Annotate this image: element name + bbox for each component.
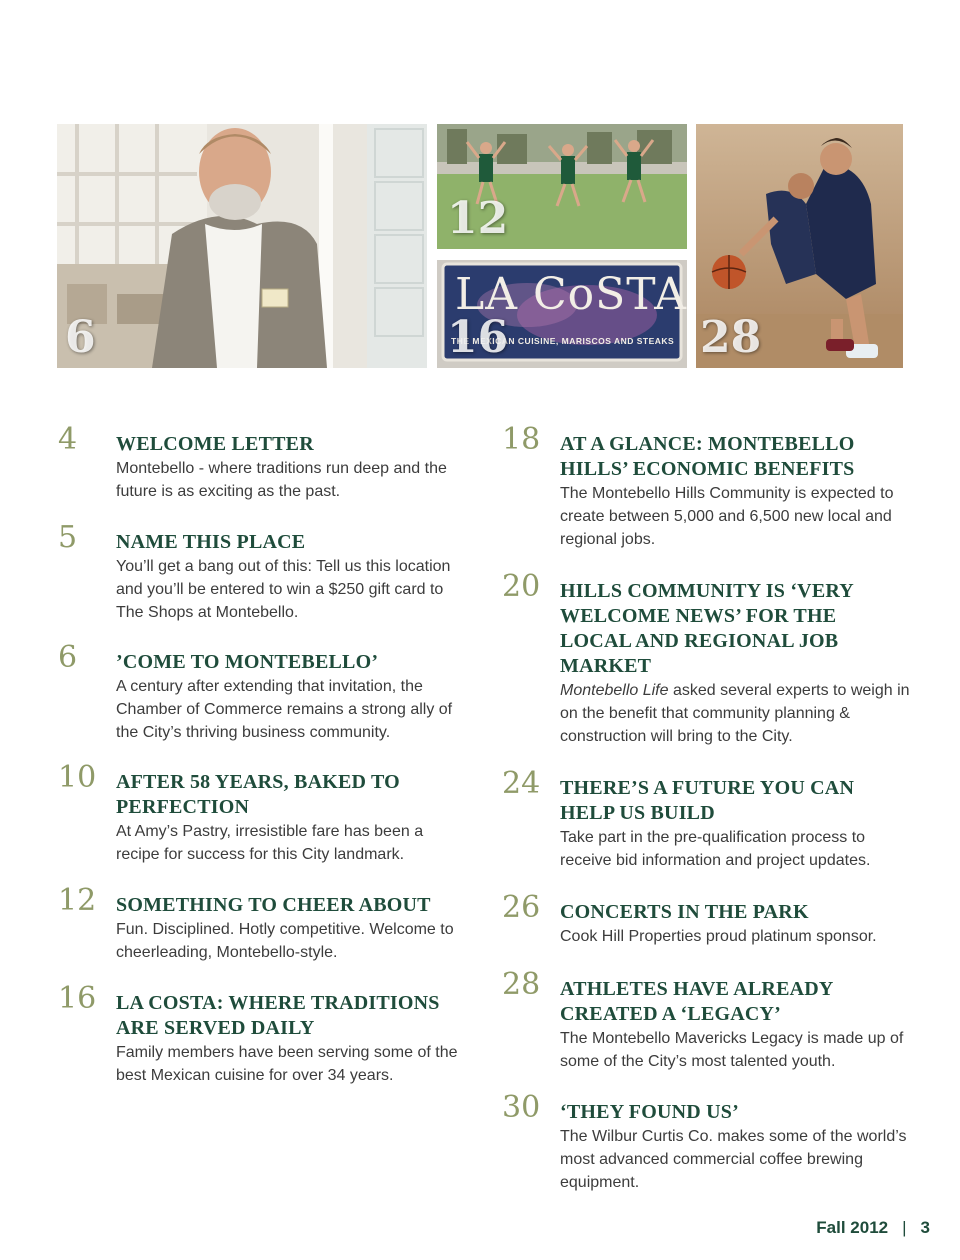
contents-entry[interactable] [502, 766, 912, 872]
entry-title: ’COME TO MONTEBELLO’ [116, 651, 379, 673]
entry-title: NAME THIS PLACE [116, 531, 306, 553]
contents-entry[interactable] [58, 760, 458, 866]
entry-page-number: 18 [502, 422, 541, 457]
entry-page-number: 28 [502, 967, 541, 1002]
contents-entry[interactable] [502, 967, 912, 1073]
photo-basketball [696, 124, 903, 368]
entry-description: The Montebello Mavericks Legacy is made up of some of the City’s most talented youth. [560, 1030, 904, 1070]
issue-label: Fall 2012 [816, 1218, 889, 1237]
entry-page-number: 30 [502, 1090, 541, 1125]
entry-description: Family members have been serving some of the best Mexican cuisine for over 34 years. [116, 1044, 458, 1084]
contents-entry[interactable] [502, 890, 912, 948]
entry-description: The Montebello Hills Community is expected to create between 5,000 and 6,500 new local and regional jobs. [560, 485, 894, 548]
entry-title: SOMETHING TO CHEER ABOUT [116, 894, 431, 916]
entry-title: WELCOME LETTER [116, 433, 314, 455]
entry-title: ATHLETES HAVE ALREADY CREATED A ‘LEGACY’ [560, 978, 833, 1025]
entry-title: HILLS COMMUNITY IS ‘VERY WELCOME NEWS’ FOR THE LOCAL AND REGIONAL JOB MARKET [560, 580, 854, 677]
photo-page-number: 6 [65, 312, 96, 363]
entry-description: At Amy’s Pastry, irresistible fare has been a recipe for success for this City landmark. [116, 823, 424, 863]
contents-entry[interactable] [58, 422, 458, 503]
entry-title: ‘THEY FOUND US’ [560, 1101, 739, 1123]
entry-page-number: 5 [58, 520, 78, 555]
entry-title: AT A GLANCE: MONTEBELLO HILLS’ ECONOMIC BENEFITS [560, 433, 855, 480]
entry-description: Take part in the pre-qualification process to receive bid information and project updates. [560, 829, 871, 869]
contents-entry[interactable] [502, 422, 912, 551]
entry-page-number: 24 [502, 766, 541, 801]
entry-description: You’ll get a bang out of this: Tell us this location and you’ll be entered to win a $250 gift card to The Shops at Montebello. [116, 558, 451, 621]
photo-man-portrait [57, 124, 427, 368]
entry-title: AFTER 58 YEARS, BAKED TO PERFECTION [116, 771, 400, 818]
contents-entry[interactable] [502, 569, 912, 748]
contents-right-column [502, 422, 912, 1194]
page-number: 3 [920, 1218, 930, 1237]
entry-description [560, 679, 912, 748]
magazine-name: Montebello Life [560, 682, 669, 699]
contents-entry[interactable] [58, 981, 458, 1087]
page-footer [816, 1218, 930, 1238]
entry-description: The Wilbur Curtis Co. makes some of the world’s most advanced commercial coffee brewing equipment. [560, 1128, 907, 1191]
contents-entry[interactable] [58, 640, 458, 744]
entry-page-number: 20 [502, 569, 541, 604]
photo-page-number: 16 [447, 312, 509, 363]
entry-description: Fun. Disciplined. Hotly competitive. Welcome to cheerleading, Montebello-style. [116, 921, 454, 961]
photo-page-number: 28 [700, 312, 762, 363]
photo-la-costa-sign [437, 260, 687, 368]
entry-description: A century after extending that invitation, the Chamber of Commerce remains a strong ally of the City’s thriving business community. [116, 678, 453, 741]
man-portrait-image [57, 124, 427, 368]
contents-entry[interactable] [58, 520, 458, 624]
entry-page-number: 26 [502, 890, 541, 925]
entry-page-number: 10 [58, 760, 97, 795]
footer-separator: | [902, 1218, 907, 1237]
entry-title: LA COSTA: WHERE TRADITIONS ARE SERVED DAILY [116, 992, 440, 1039]
entry-page-number: 4 [58, 422, 78, 457]
entry-page-number: 12 [58, 883, 97, 918]
entry-title: THERE’S A FUTURE YOU CAN HELP US BUILD [560, 777, 855, 824]
entry-page-number: 6 [58, 640, 78, 675]
sign-subtitle: THE MEXICAN CUISINE, MARISCOS AND STEAKS [451, 336, 675, 346]
entry-description-text: asked several experts to weigh in on the benefit that community planning & construction will bring to the City. [560, 682, 910, 745]
photo-page-number: 12 [447, 193, 509, 244]
sign-title: LA CoSTA [455, 269, 687, 320]
entry-description: Cook Hill Properties proud platinum sponsor. [560, 928, 877, 945]
contents-left-column [58, 422, 458, 1087]
entry-title: CONCERTS IN THE PARK [560, 901, 809, 923]
contents-entry[interactable] [502, 1090, 912, 1194]
entry-description: Montebello - where traditions run deep and the future is as exciting as the past. [116, 460, 447, 500]
contents-entry[interactable] [58, 883, 458, 964]
entry-page-number: 16 [58, 981, 97, 1016]
photo-cheerleaders [437, 124, 687, 249]
